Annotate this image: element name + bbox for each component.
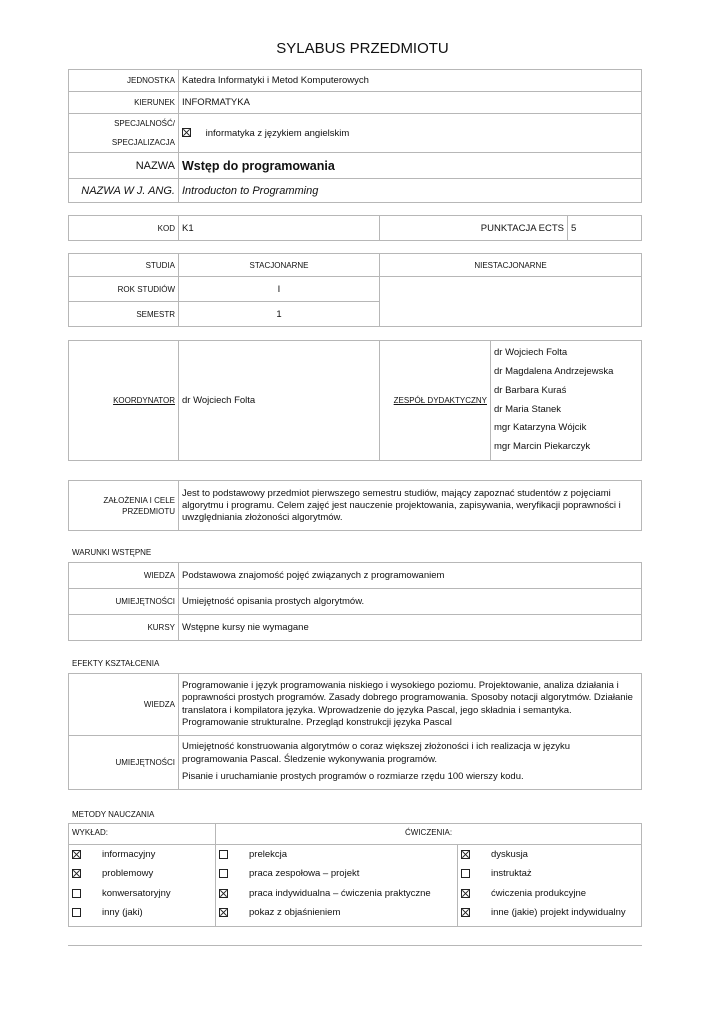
ects-value: 5 xyxy=(568,216,642,241)
checked-checkbox xyxy=(461,850,470,859)
warunki-wiedza-value: Podstawowa znajomość pojęć związanych z programowaniem xyxy=(179,563,642,589)
semestr-value: 1 xyxy=(179,302,380,327)
method-item xyxy=(219,888,431,899)
checked-checkbox xyxy=(219,908,228,917)
zespol-member: mgr Marcin Piekarczyk xyxy=(494,441,591,453)
unchecked-checkbox xyxy=(72,908,81,917)
zespol-member: mgr Katarzyna Wójcik xyxy=(494,422,587,434)
warunki-wiedza-label: WIEDZA xyxy=(69,563,179,589)
checked-checkbox xyxy=(72,850,81,859)
zalozenia-label-line1: ZAŁOŻENIA I CELE xyxy=(103,495,175,505)
niestacjonarne-cell xyxy=(380,277,642,327)
efekty-wiedza-label: WIEDZA xyxy=(69,674,179,736)
method-item xyxy=(219,868,359,879)
method-item-label: inny (jaki) xyxy=(102,906,143,918)
ects-label: PUNKTACJA ECTS xyxy=(380,216,568,241)
warunki-umiejetnosci-label: UMIEJĘTNOŚCI xyxy=(69,589,179,615)
specjalnosc-cell xyxy=(179,114,642,153)
method-item-label: prelekcja xyxy=(249,849,288,860)
unchecked-checkbox xyxy=(219,850,228,859)
method-item-label: pokaz z objaśnieniem xyxy=(249,906,341,918)
method-item-label: instruktaż xyxy=(491,868,532,880)
method-item-label: konwersatoryjny xyxy=(102,887,171,899)
method-item xyxy=(72,849,155,860)
zespol-member: dr Wojciech Folta xyxy=(494,347,568,359)
checked-checkbox xyxy=(72,869,81,878)
efekty-title: EFEKTY KSZTAŁCENIA xyxy=(72,659,160,668)
nazwa-ang-value: Introducton to Programming xyxy=(179,179,642,203)
method-item xyxy=(72,888,171,899)
method-item xyxy=(461,888,586,899)
footer-line xyxy=(68,945,642,946)
method-item xyxy=(72,907,143,918)
method-item xyxy=(219,907,340,918)
metody-vline-2 xyxy=(457,844,458,927)
method-item-label: praca zespołowa – projekt xyxy=(249,868,360,880)
method-item xyxy=(219,849,287,860)
zalozenia-label xyxy=(69,481,179,531)
unchecked-checkbox xyxy=(219,869,228,878)
niestacjonarne-label: NIESTACJONARNE xyxy=(380,254,642,277)
method-item-label: dyskusja xyxy=(491,849,528,860)
efekty-umiejetnosci-text1: Umiejętność konstruowania algorytmów o coraz większej złożoności i ich realizacja w języku programowania Pascal. Śledzenie wykonywania programów. xyxy=(182,741,571,765)
zespol-member: dr Barbara Kuraś xyxy=(494,384,567,396)
zespol-list xyxy=(491,341,642,461)
metody-title: METODY NAUCZANIA xyxy=(72,810,155,819)
zalozenia-table xyxy=(68,480,642,531)
method-item-label: praca indywidualna – ćwiczenia praktyczne xyxy=(249,887,431,899)
checked-checkbox xyxy=(461,908,470,917)
page-title: SYLABUS PRZEDMIOTU xyxy=(276,40,449,57)
kod-value: K1 xyxy=(179,216,380,241)
specjalnosc-label-line1: SPECJALNOŚĆ/ xyxy=(114,119,175,128)
specjalnosc-checkbox xyxy=(182,128,191,137)
zespol-member: dr Maria Stanek xyxy=(494,403,562,415)
unchecked-checkbox xyxy=(461,869,470,878)
method-item xyxy=(461,849,528,860)
metody-vline-1 xyxy=(215,823,216,927)
rok-label: ROK STUDIÓW xyxy=(69,277,179,302)
efekty-umiejetnosci-cell xyxy=(179,736,642,790)
cwiczenia-label: ĆWICZENIA: xyxy=(405,828,453,837)
unchecked-checkbox xyxy=(72,889,81,898)
method-item xyxy=(72,868,153,879)
checked-checkbox xyxy=(461,889,470,898)
zalozenia-label-line2: PRZEDMIOTU xyxy=(122,506,175,516)
checked-checkbox xyxy=(219,889,228,898)
metody-divider xyxy=(68,844,642,845)
warunki-table xyxy=(68,562,642,641)
method-item-label: problemowy xyxy=(102,868,154,880)
warunki-title: WARUNKI WSTĘPNE xyxy=(72,548,152,557)
zalozenia-text: Jest to podstawowy przedmiot pierwszego semestru studiów, mający zapoznać studentów z pojęciami algorytmu i programu. Celem zajęć jest nauczenie projektowania, zapisywania, weryfikacji poprawności i uwzględniania złożoności algorytmów. xyxy=(179,481,642,531)
koordynator-value: dr Wojciech Folta xyxy=(179,341,380,461)
method-item xyxy=(461,868,532,879)
zespol-label: ZESPÓŁ DYDAKTYCZNY xyxy=(380,341,491,461)
efekty-table xyxy=(68,673,642,790)
specjalnosc-label xyxy=(69,114,179,153)
specjalnosc-label-line2: SPECJALIZACJA xyxy=(111,138,175,147)
warunki-umiejetnosci-value: Umiejętność opisania prostych algorytmów. xyxy=(179,589,642,615)
jednostka-value: Katedra Informatyki i Metod Komputerowych xyxy=(179,70,642,92)
koordynator-table xyxy=(68,340,642,461)
efekty-umiejetnosci-label: UMIEJĘTNOŚCI xyxy=(69,736,179,790)
koordynator-label: KOORDYNATOR xyxy=(69,341,179,461)
method-item-label: informacyjny xyxy=(102,849,156,860)
kod-table xyxy=(68,215,642,241)
wyklad-label: WYKŁAD: xyxy=(72,828,109,837)
rok-value: I xyxy=(179,277,380,302)
studia-table xyxy=(68,253,642,327)
kierunek-value: INFORMATYKA xyxy=(179,92,642,114)
method-item-label: ćwiczenia produkcyjne xyxy=(491,887,587,899)
warunki-kursy-label: KURSY xyxy=(69,615,179,641)
nazwa-ang-label: NAZWA W J. ANG. xyxy=(69,179,179,203)
kod-label: KOD xyxy=(69,216,179,241)
efekty-wiedza-value: Programowanie i język programowania niskiego i wysokiego poziomu. Projektowanie, analiza działania i poprawności prostych programów. Zasady dobrego programowania. Sposoby notacji algorytmów. Działanie translatora i kompilatora języka. Wprowadzenie do języka Pascal, jego składnia i semantyka. Programowanie strukturalne. Przegląd konstrukcji języka Pascal xyxy=(179,674,642,736)
zespol-member: dr Magdalena Andrzejewska xyxy=(494,365,614,377)
warunki-kursy-value: Wstępne kursy nie wymagane xyxy=(179,615,642,641)
jednostka-label: JEDNOSTKA xyxy=(69,70,179,92)
stacjonarne-label: STACJONARNE xyxy=(179,254,380,277)
semestr-label: SEMESTR xyxy=(69,302,179,327)
kierunek-label: KIERUNEK xyxy=(69,92,179,114)
method-item xyxy=(461,907,626,918)
efekty-umiejetnosci-text2: Pisanie i uruchamianie prostych programów o rozmiarze rzędu 100 wierszy kodu. xyxy=(182,771,524,783)
method-item-label: inne (jakie) projekt indywidualny xyxy=(491,906,626,918)
specjalnosc-value: informatyka z językiem angielskim xyxy=(205,127,350,139)
nazwa-label: NAZWA xyxy=(69,153,179,179)
nazwa-value: Wstęp do programowania xyxy=(179,153,642,179)
studia-label: STUDIA xyxy=(69,254,179,277)
header-table xyxy=(68,69,642,203)
